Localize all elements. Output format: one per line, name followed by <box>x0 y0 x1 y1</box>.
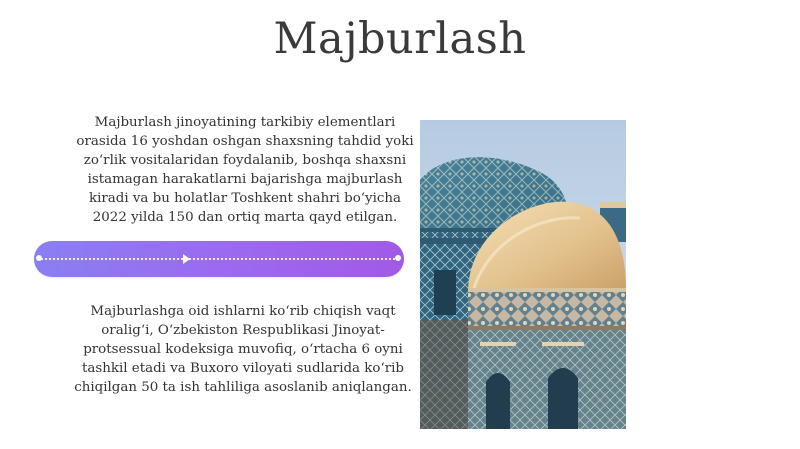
domes-photo-illustration <box>420 120 626 429</box>
paragraph-2: Majburlashga oid ishlarni ko‘rib chiqish vaqt oralig‘i, O‘zbekiston Respublikasi Jinoyat-protsessual kodeksiga muvofiq, o‘rtacha 6 oyni tashkil etadi va Buxoro viloyati sudlarida ko‘rib chiqilgan 50 ta ish tahliliga asoslanib aniqlangan. <box>74 304 412 395</box>
dotted-line <box>38 258 398 260</box>
decorative-timeline-bar <box>34 241 404 277</box>
slide-title: Majburlash <box>273 14 527 64</box>
domes-photo <box>420 120 626 429</box>
arrow-icon <box>183 254 190 264</box>
timeline-end-dot <box>395 255 401 261</box>
timeline-start-dot <box>36 255 42 261</box>
paragraph-1: Majburlash jinoyatining tarkibiy elementlari orasida 16 yoshdan oshgan shaxsning tahdid yoki zo‘rlik vositalaridan foydalanib, boshqa shaxsni istamagan harakatlarni bajarishga majburlash kiradi va bu holatlar Toshkent shahri bo‘yicha 2022 yilda 150 dan ortiq marta qayd etilgan. <box>76 115 414 225</box>
